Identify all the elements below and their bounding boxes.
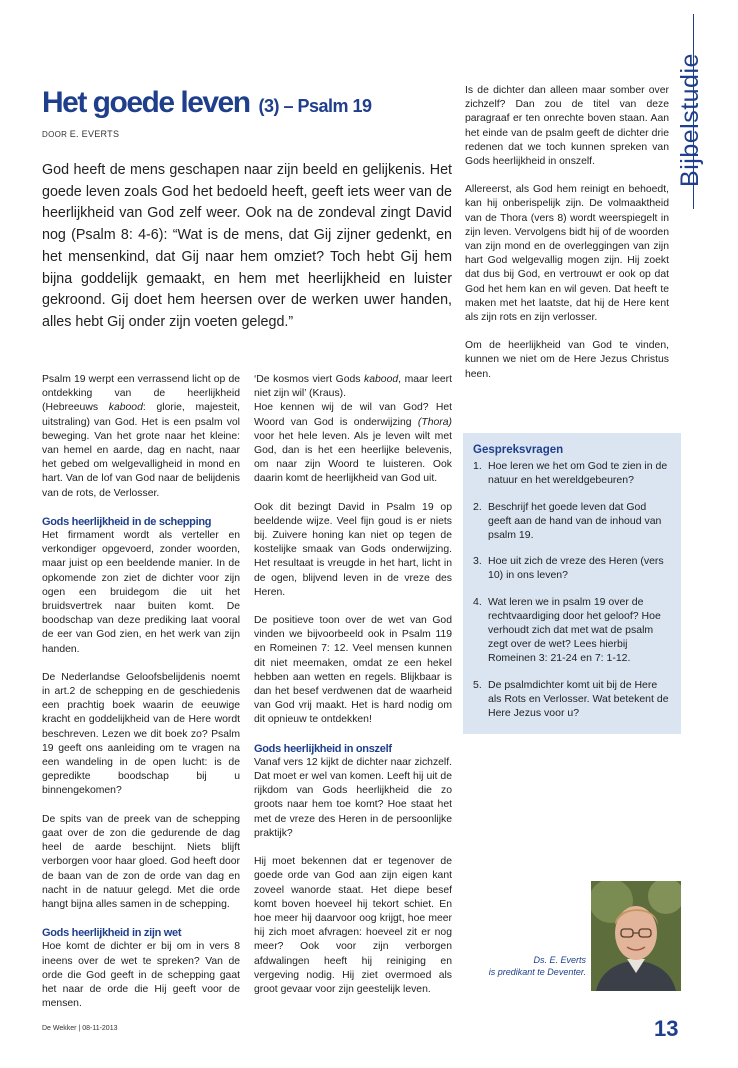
paragraph: Hoe kennen wij de wil van God? Het Woord van God is onderwijzing (Thora) voor het hele leven. Als je leven wilt met God, dan is het een heerlijke belevenis, om naar zijn Woord te luisteren. Ook daarin komt de heerlijkheid van God uit. xyxy=(254,402,452,485)
paragraph: Hoe komt de dichter er bij om in vers 8 ineens over de wet te spreken? Van de orde die God geeft in de schepping gaat het naar de orde die Hij geeft voor de mensen. xyxy=(42,941,240,1010)
column-2 xyxy=(254,373,452,1011)
caption-name: Ds. E. Everts xyxy=(533,955,586,965)
paragraph: De Nederlandse Geloofsbelijdenis noemt in art.2 de schepping en de geschiedenis een prachtig boek waarin de eeuwige kracht en goddelijkheid van de Here wordt beschreven. Lezen we dit boek zo? Psalm 19 geeft ons aanleiding om te vragen na een wandeling in de open lucht: is de gepredikte boodschap bij u binnengekomen? xyxy=(42,671,240,797)
questions-heading: Gespreksvragen xyxy=(473,444,564,456)
section-label: Bijbelstudie xyxy=(676,53,704,187)
paragraph: Vanaf vers 12 kijkt de dichter naar zichzelf. Dat moet er wel van komen. Leeft hij uit de rijkdom van Gods heerlijkheid die zo groots naar hem toe komt? Hoe staat het met de vreze des Heren in de persoonlijke praktijk? xyxy=(254,756,452,839)
question-item: 1. Hoe leren we het om God te zien in de natuur en het wereldgebeuren? xyxy=(473,460,668,487)
paragraph: Allereerst, als God hem reinigt en behoedt, kan hij onberispelijk zijn. De volmaaktheid van de Thora (vers 8) wordt weerspiegelt in zijn leven. Vervolgens bidt hij of de woorden van zijn mond en de overleggingen van zijn hart God welgevallig mogen zijn. Hij zoekt dat dus bij God, en vertrouwt er ook op dat God het hem kan en wil geven. Dat heeft te maken met het laatste, dat hij de Here kent als zijn rots en zijn verlosser. xyxy=(465,184,669,324)
caption-role: is predikant te Deventer. xyxy=(488,967,586,977)
paragraph: Het firmament wordt als verteller en verkondiger opgevoerd, zonder woorden, maar juist op een beeldende manier. In de opkomende zon ziet de dichter voor zijn ogen een bruidegom die uit het bruidsvertrek naar buiten komt. De boodschap van deze prediking laat vooral de eer van God zien, en het werk van zijn handen. xyxy=(42,530,240,655)
paragraph: Om de heerlijkheid van God te vinden, kunnen we niet om de Here Jezus Christus heen. xyxy=(465,340,669,380)
paragraph: De spits van de preek van de schepping gaat over de zon die gedurende de dag heel de aarde beschijnt. Niets blijft verborgen voor haar gloed. God heeft door de baan van de zon de orde van dag en nacht in de natuur gelegd. Met die orde hangt bijna alles samen in de schepping. xyxy=(42,813,240,910)
question-item: 5. De psalmdichter komt uit bij de Here als Rots en Verlosser. Wat betekent de Here Jezus voor u? xyxy=(473,678,669,720)
paragraph: Is de dichter dan alleen maar somber over zichzelf? Dan zou de titel van deze paragraaf er ten onrechte boven staan. Aan het einde van de psalm geeft de dichter drie redenen dat we toch kunnen spreken van Gods heerlijkheid in onszelf. xyxy=(465,85,669,168)
paragraph: De positieve toon over de wet van God vinden we bijvoorbeeld ook in Psalm 119 en Romeinen 7: 12. Veel mensen kunnen dit niet meemaken, omdat ze een hekel hebben aan wetten en regels. Blijkbaar is dan het besef verdwenen dat de waarheid van God vrij maakt. Het is hard nodig om dit opnieuw te ontdekken! xyxy=(254,615,452,726)
title-block xyxy=(42,84,452,139)
photo-caption xyxy=(463,954,586,978)
byline-prefix: DOOR xyxy=(42,130,68,139)
title-main: Het goede leven xyxy=(42,86,250,119)
section-heading: Gods heerlijkheid in onszelf xyxy=(254,742,392,755)
author-portrait xyxy=(591,881,681,991)
question-item: 4. Wat leren we in psalm 19 over de rechtvaardiging door het geloof? Hoe verhoudt zich dat met wat de psalm zegt over de wet? Lees hierbij Romeinen 3: 21-24 en 7: 1-12. xyxy=(473,595,661,665)
title-sub: (3) – Psalm 19 xyxy=(258,96,372,116)
intro-paragraph: God heeft de mens geschapen naar zijn beeld en gelijkenis. Het goede leven zoals God het bedoeld heeft, geeft iets weer van de heerlijkheid van God zelf weer. Ook na de zondeval zingt David nog (Psalm 8: 4-6): “Wat is de mens, dat Gij zijner gedenkt, en het mensenkind, dat Gij naar hem omziet? Toch hebt Gij hem bijna goddelijk gemaakt, en hem met heerlijkheid en luister gekroond. Gij doet hem heersen over de werken uwer handen, alles hebt Gij onder zijn voeten gelegd.” xyxy=(42,162,452,330)
column-3 xyxy=(465,84,669,396)
byline-name: E. EVERTS xyxy=(69,129,120,139)
section-heading: Gods heerlijkheid in de schepping xyxy=(42,515,212,528)
byline xyxy=(42,129,452,139)
page-number: 13 xyxy=(654,1016,679,1041)
paragraph: Hij moet bekennen dat er tegenover de goede orde van God aan zijn eigen kant zoveel wanorde staat. Het diepe besef komt boven hoeveel hij tekort schiet. En hoe meer hij daarvoor oog krijgt, hoe meer hij zich moet afvragen: hoeveel zit er nog meer? Ook voor zijn verborgen afdwalingen heeft hij reiniging en vergeving nodig. Hij ziet overmoed als groot gevaar voor zijn geestelijk leven. xyxy=(254,856,452,995)
question-item: 2. Beschrijf het goede leven dat God geeft aan de hand van de inhoud van psalm 19. xyxy=(473,500,662,542)
article-title xyxy=(42,84,452,123)
paragraph: ‘De kosmos viert Gods kabood, maar leert niet zijn wil’ (Kraus). xyxy=(254,374,453,400)
footer-publication: De Wekker | 08-11-2013 xyxy=(42,1025,118,1032)
paragraph: Psalm 19 werpt een verrassend licht op de ontdekking van de heerlijkheid (Hebreeuws kabood: glorie, majesteit, uitstraling) van God. Het is een psalm vol beweging. Van het grote naar het kleine: van hemel en aarde, dag en nacht, naar het gebed om welgevalligheid in mond en hart. Van de lof van God naar de belijdenis van de rots, de Verlosser. xyxy=(42,374,240,499)
paragraph: Ook dit bezingt David in Psalm 19 op beeldende wijze. Veel fijn goud is er niets bij. Zuivere honing kan niet op tegen de kostelijke smaak van Gods onderwijzing. Het resultaat is vreugde in het hart, licht in de ogen, blijvend leven in de vreze des Heren. xyxy=(254,501,452,598)
column-1 xyxy=(42,373,240,1025)
portrait-image xyxy=(591,881,681,991)
section-heading: Gods heerlijkheid in zijn wet xyxy=(42,927,182,940)
question-item: 3. Hoe uit zich de vreze des Heren (vers 10) in ons leven? xyxy=(473,555,664,582)
discussion-questions-box xyxy=(463,433,681,734)
questions-list xyxy=(473,459,671,720)
